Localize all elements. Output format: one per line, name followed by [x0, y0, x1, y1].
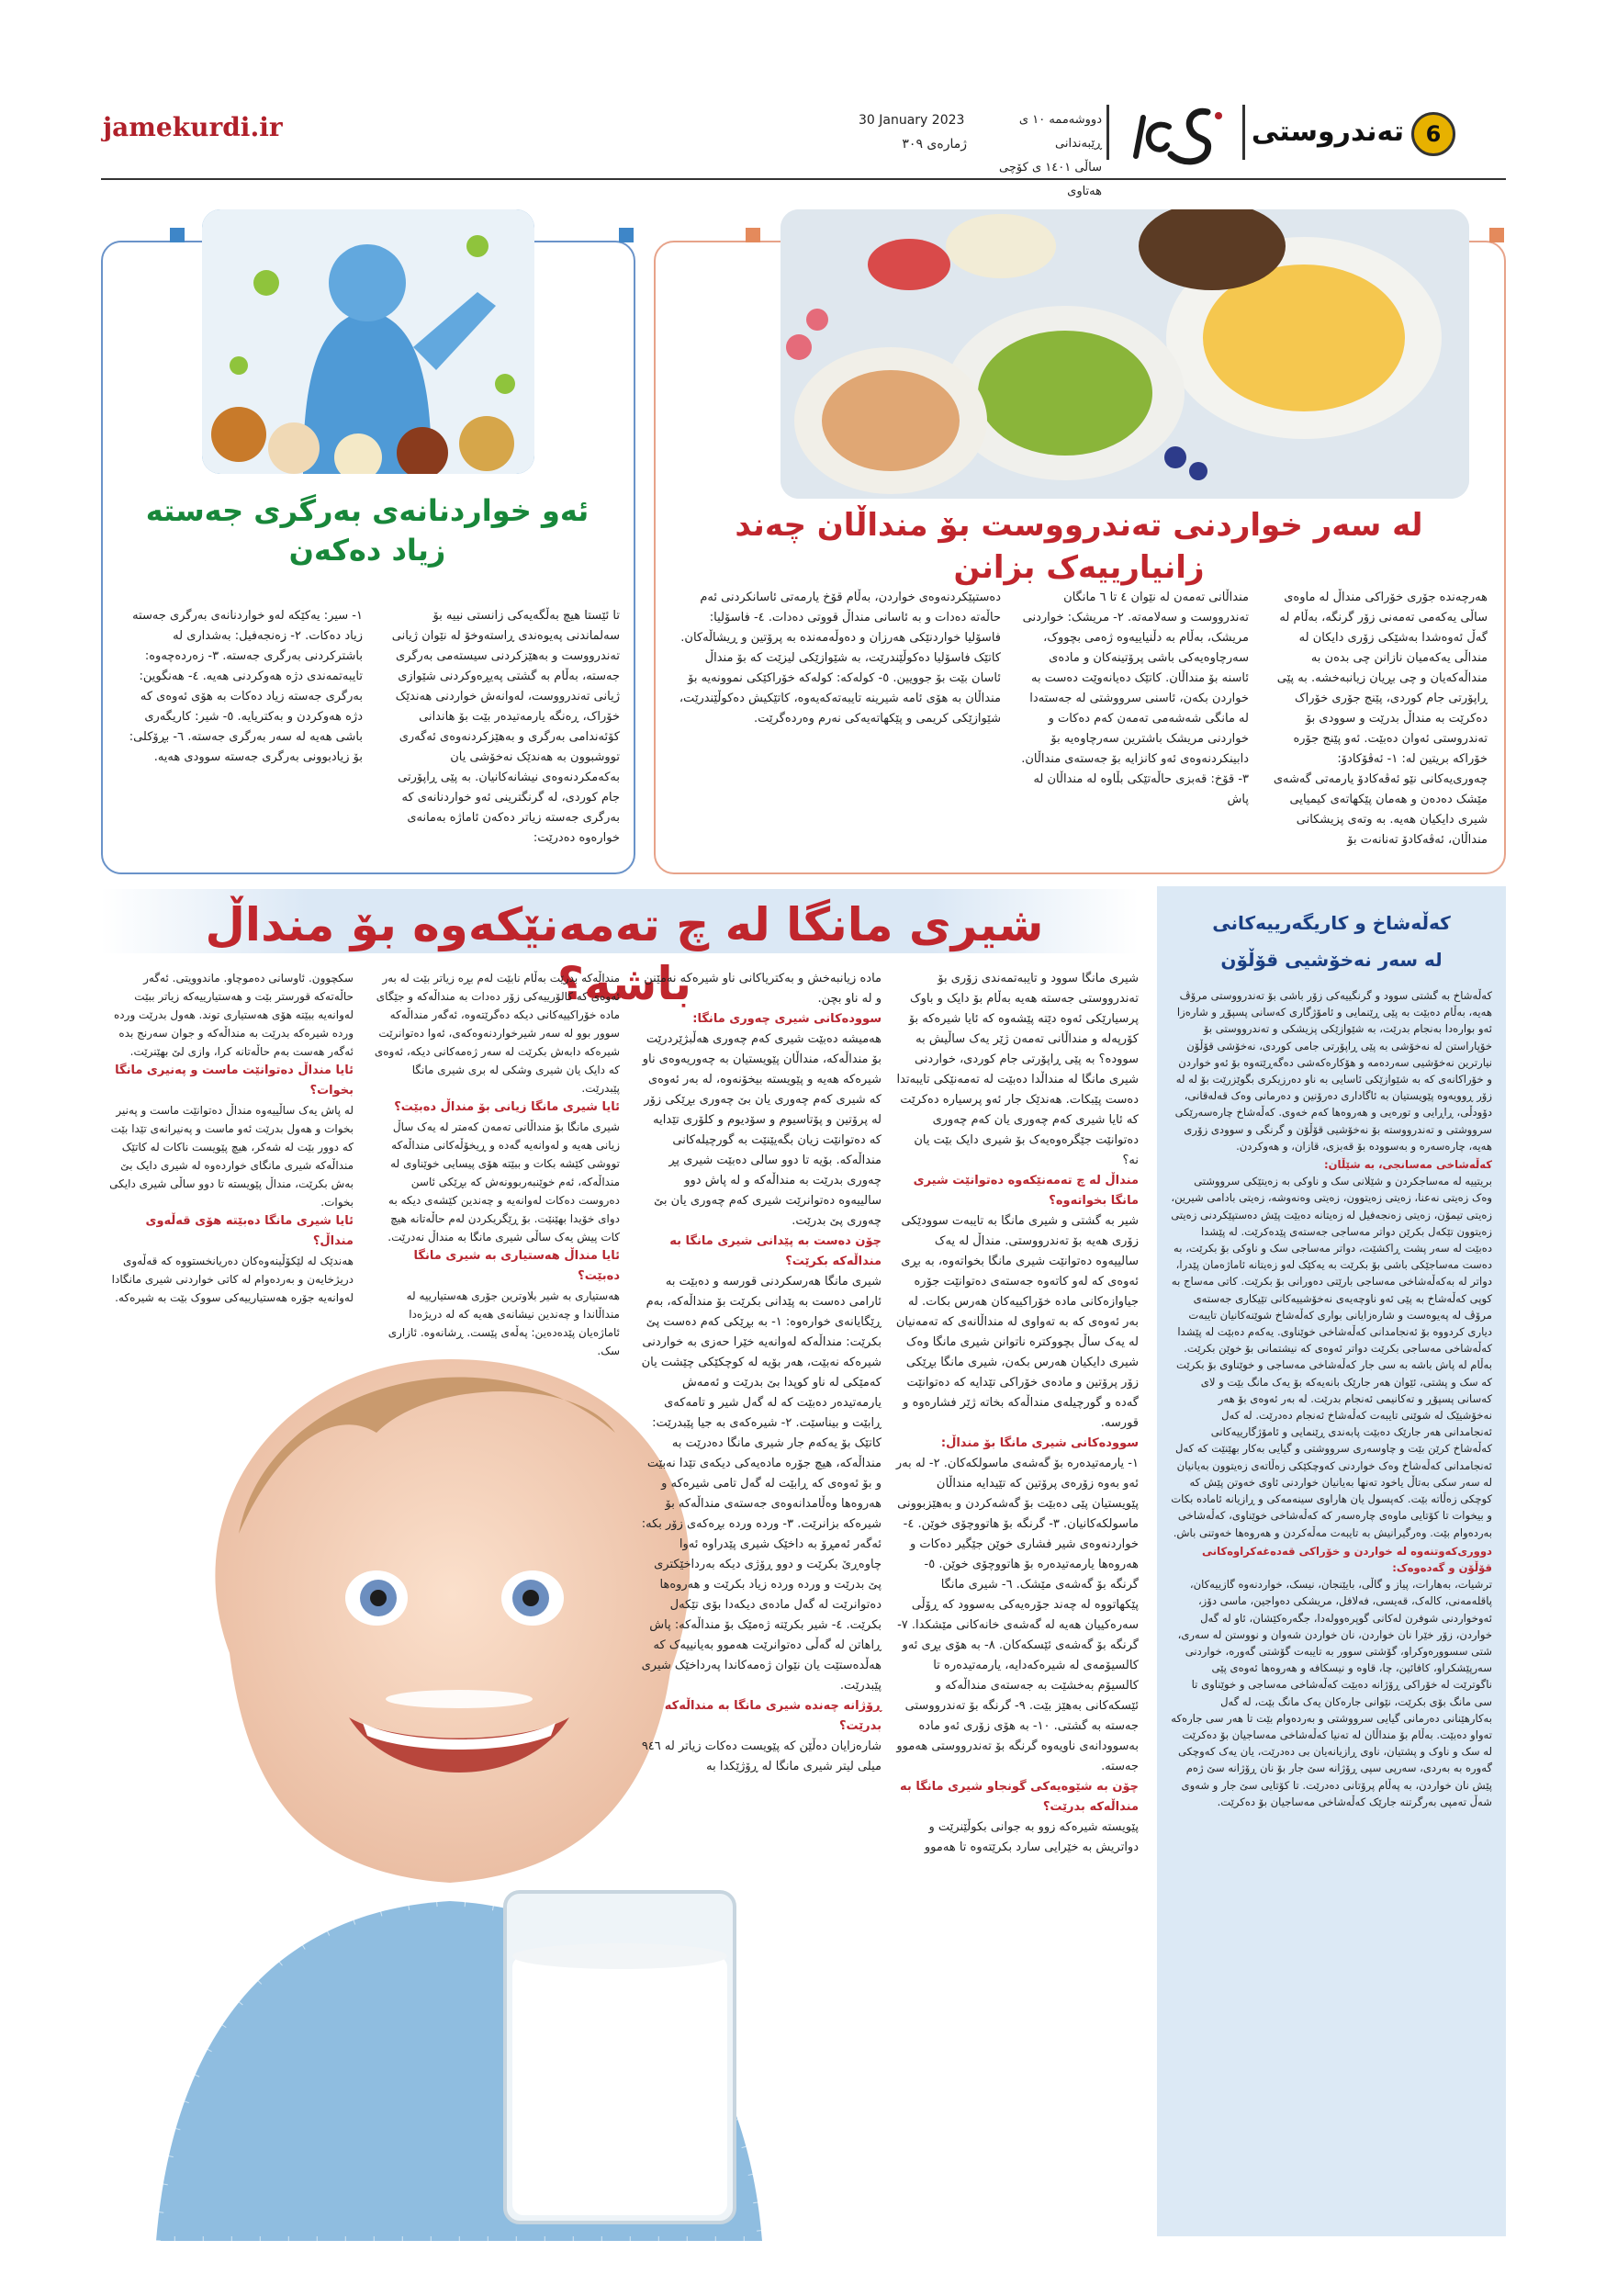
milk-col-4: [106, 969, 354, 1307]
sidebar-title: [1175, 905, 1488, 978]
milk-subhead: ئایا منداڵ هەستیاری بە شیری مانگا دەبێت؟: [413, 1249, 620, 1283]
immunity-col-1: تا ئێستا هیچ بەڵگەیەکی زانستی نییە بۆ سەلماندنی پەیوەندی ڕاستەوخۆ لە نێوان ژیانی تەندرووست و بەهێزکردنی سیستەمی بەرگری جەستە، بەڵام بە گشتی پەیڕەوکردنی شێوازی ژیانی تەندرووست، لەوانەش خواردنی هەندێک خۆراک، ڕەنگە یارمەتیدەر بێت بۆ هاندانی کۆئەندامی بەرگری و بەهێزکردنەوەی ئەگەری تووشبوون بە هەندێک نەخۆشی یان بەکەمکردنەوەی نیشانەکانیان. بە پێی ڕاپۆرتی جام کوردی، لە گرنگترینی ئەو خواردنانەی کە بەرگری جەستە زیاتر دەکەن ئاماژە بەمانەی خوارەوە دەدرێت:: [391, 609, 620, 845]
issue-dates: [859, 108, 967, 156]
sidebar-subhead: دووری‌کەوتنەوە لە خواردن و خۆراکی قەدەغەکراوەکانی قۆڵۆن و گەدەوەک:: [1202, 1544, 1492, 1574]
milk-subhead: چۆن دەست بە پێدانی شیری مانگا بە منداڵەکە بکرێت؟: [669, 1234, 882, 1268]
immunity-headline-line-1: ئەو خواردنانەی بەرگری جەستە: [145, 493, 590, 528]
milk-headline: شیری مانگا لە چ تەمەنێکەوە بۆ منداڵ باشە؟: [205, 898, 1044, 1010]
milk-subhead: ئایا منداڵ دەتوانێت ماست و پەنیری مانگا بخوات؟: [115, 1064, 354, 1097]
corner-square: [619, 228, 634, 242]
baby-food-col-3: دەستپێکردنەوەی خواردن، بەڵام قۆخ یارمەتی ئاسانکردنی ئەم حاڵەتە دەدات و بە ئاسانی منداڵ قووتی دەدات. ٤- فاسۆلیا: فاسۆلیا خواردنێکی هەرزان و دەوڵەمەندە بە پرۆتین و ڕیشاڵەکان. کاتێک فاسۆلیا دەکوڵێندرێت، بە شێوازێکی لیزێت کە بۆ منداڵ ئاسان بێت بۆ جوویین. ٥- کولەکە: کولەکە خۆراکێکی نموونەیە بۆ منداڵان بە هۆی ئامە شیرینە تایبەتەکەیەوە، کاتێکیش دەکوڵێندرێت، شێوازێکی کریمی و پێکهاتەیەکی نەرم وەردەگرێت.: [679, 591, 1001, 726]
sidebar-body: [1171, 987, 1492, 1810]
milk-col-3: [372, 969, 620, 1360]
milk-text: مادە زیانبەخش و بەکتریاکانی ناو شیرەکە نەمێنن و لە ناو بچن.: [644, 972, 882, 1006]
baby-food-col-2: منداڵانی تەمەن لە نێوان ٤ تا ٦ مانگان تەندرووست و سەلامەتە. ٢- مریشک: خواردنی مریشک، بەڵام بە دڵنیاییەوە ژەمی بچووک، سەرچاوەیەکی باشی پرۆتینەکان و مادەی ئاسنە بۆ منداڵان. کاتێک دەیانەوێت دەست بە خواردن بکەن، ئاسنی سرووشتی لە جەستەدا لە مانگی شەشەمی تەمەن کەم دەکات و خواردنی مریشک باشترین سەرچاوەیە بۆ دابینکردنەوەی ئەو کانزایە بۆ جەستەی منداڵان. ٣- قۆخ: قەبزی حاڵەتێکی بڵاوە لە منداڵان لە پاش: [1021, 591, 1249, 806]
sidebar-text: ترشیات، بەهارات، پیاز و گاڵی، بایێنجان، نیسک، خواردنەوە گازییەکان، پاقلەمەنی، کالەک، قەیسی، فەلافل، مریشکی دەواجین، ماسی دۆز، ئەوخواردنی شوفرن لەکانی گوپرەوولەدا، جگەرەکێشان، ئاو لە گەل خواردن، زۆر خێرا نان خواردن، نان خواردن شەوان و نووستن لە سەری، شتی سسوورەوکراو، گۆشتی سوور بە تایبەت گۆشتی گەورە، خواردنی سەرپێشکراو، کافائین، چا، قاوە و نیسکافە و هەروەها ئەوەی پێی ناگوترێت لە خۆراکی ڕۆژانە دەبێت کەڵەشاخی مەساجی و خوێناوی تا سی مانگ بۆی بکرێت، نێوانی جارەکان یەک مانگ بێت، لە گەل بەکارهێنانی دەرمانی گیایی سرووشتی و بەردەوام بێت تا هەر سی جارەکە تەواو دەبێت. بەڵام بۆ منداڵان لە تەنیا کەڵەشاخی مەساجیان بۆ دەکرێت لە سک و ناوک و پشتیان، ناوی ڕازیانەیان بی دەدرێت، یان یەک کەوچکی گەورە بە بەردی، سەرپی سپی ڕۆژانە سێ جار بۆ نان ڕۆژانە سێ ژەم پێش نان خواردن، بە پەڵام پرۆتانی دەدرێت. تا کۆتایی سێ جار و شەوی شەڵ تەمپی بەرگرتنە جارێک کەڵەشاخی مەساجیان بۆ دەکرێت.: [1171, 1578, 1492, 1808]
milk-text: سکچوون. ئاوسانی دەموچاو. ماندوویتی. ئەگەر حاڵەتەکە قورستر بێت و هەستیارییەکە زیاتر ببێت لەوانەیە ببێتە هۆی هەستیاری توند. هەول بدرێت وردە وردە شیرەکە بدرێت بە منداڵەکە و جوان سەرنج بدە ئەگەر هەست بەم حاڵەتانە کرا، وازی لێ بهێنرێت.: [114, 972, 354, 1058]
milk-text: شیری مانگا بۆ منداڵانی تەمەن کەمتر لە یەک ساڵ زیانی هەیە و لەوانەیە گەدە و ڕیخۆڵەکانی منداڵەکە تووشی کێشە بکات و ببێتە هۆی پیسایی خوێناوی لە منداڵەکە، ئەم خوێنبەربوونەش کە بڕێکی ئاسن دەروست دەکات لەوانەیە و چەندین کێشەی دیکە بە دوای خۆیدا بهێنێت. بۆ ڕێگریکردن لەم حاڵەتانە هیچ کات پیش یەک ساڵی شیری مانگا بە منداڵ نەدرێت.: [387, 1120, 620, 1244]
milk-subhead: ڕۆژانە چەندە شیری مانگا بە منداڵەکە بدرێت؟: [664, 1699, 882, 1733]
corner-square: [170, 228, 185, 242]
page-number: 6: [1411, 112, 1455, 156]
sidebar-text: بریتییە لە مەساجکردن و شێلانی سک و ناوکی بە زەیتێکی سرووشتی وەک زەیتی نەعنا، زەیتی زەیتوون، زەیتی وەنەوشە، زەیتی بادامی شیرین، زەیتی تیمۆن، زەیتی زەنجەفیل لە زەیتانە دەبێت پێش دەستپێکردنی زەیتی زەیتوون تێکەل بکرێن دواتر مەساجی جەستەی پێدەکرێت. لە پێشدا دەبێت لە سەر پشت ڕاکشێت، دواتر مەساجی سک و ناوکی بۆ بکرێت، بە دەست مەساجێکی باشی بۆ بکرێت بە یەکێک لەو زەیتانە ئاماژەمان پێدرا، دواتر لە بەکەڵەشاخی مەساجی بارێتی دەورانی بۆ بکرێت. کاتی مەساج بە کوپی کەڵەشاخ بە پێی ئەو ناوچەیەی نەخۆشییەکانی تێیکاری جەستەی مرۆڤ لە پەیوەست و شارەزایانی بواری کەڵەشاخ شوێنەکانیان تایبەت دیاری کردووە بۆ ئەنجامدانی کەڵەشاخی خوێناوی. یەکەم دەبێت لە پێشدا کەڵەشاخی مەساجی بکرێت دواتر ئەوەی کە نیشتمانی بۆ خوێن بکرێت. بەڵام لە پاش باشە بە سی جار کەڵەشاخی مەساجی و خوێناوی بۆ بکرێت کە سک و پشتی، ئێوان هەر جارێک بانەیەکە بۆ یەک مانگ بێت و لای کەسانی پسپۆڕ و تەکانیمی ئەنجام بدرێت. لە بەر ئەوەی بۆ هەر نەخۆشیێک لە شوێنی تایبەت کەڵەشاخ ئەنجام دەدرێت. لە کەل ئەنجامدانی هەر جارێک دەبێت پابەندی ڕێنمایی و ئامۆژگارییەکانی کەڵەشاخ کرێن بێت و چاوسەری سرووشتی و گیایی بەکار بهێنێت کە کەل ئەنجامدانی کەڵەشاخ وەک خواردنی کەوچکێکی زەڵاتەی زەیتوون بەیانیان لە سەر سکی بەتاڵ یاخود تەنها بەیانیان خواردنی ئاوی خەوتن پێش کە کوچکی زەڵاتە بێت. کەپسول یان هاراوی سینەمەکی و ڕازیانە ئامادە بکات و بیخوات تا کۆتایی ماوەی چارەسەر کە کەڵەشاخی خوێناوی، کەڵەشاخی بەردەوام بێت. وەرگیرانیش بە تایبەت مەڵەکردن و هەروەها خەوتنی باش.: [1171, 1175, 1492, 1539]
section-title: تەندروستی: [1251, 116, 1404, 148]
date-gregorian: 30 January 2023: [859, 113, 965, 128]
issue-info: [973, 108, 1102, 204]
immunity-col-2: ١- سیر: یەکێکە لەو خواردنانەی بەرگری جەستە زیاد دەکات. ٢- زەنجەفیل: بەشداری لە باشترکردنی بەرگری جەستە. ٣- زەردەچەوە: تایبەتمەندی دژە هەوکردنی هەیە. ٤- هەنگوین: بەرگری جەستە زیاد دەکات بە هۆی ئەوەی کە دژە هەوکردن و بەکتریایە. ٥- شیر: کاریگەری باشی هەیە لە سەر بەرگری جەستە. ٦- بڕۆکلی: بۆ زیادبوونی بەرگری جەستە سوودی هەیە.: [129, 609, 363, 764]
issue-number: ژمارەی ٣٠٩: [902, 137, 967, 152]
header-divider: [1106, 105, 1109, 160]
sidebar-intro: کەڵەشاخ بە گشتی سوود و گرنگییەکی زۆر باشی بۆ تەندرووستی مرۆڤ هەیە، بەڵام دەبێت بە پێی ڕێنمایی و ئامۆژگاری کەسانی پسپۆڕ و شارەزا ئەو بوارەدا بەنجام بدرێت، بە شێوازێکی پزیشکی و تەندرووستی بۆ خۆپاراستن لە نەخۆشی بە پێی ڕاپۆرتی جامی کوردی، نەخۆشی قۆڵۆن نیارترین نەخۆشیی سەردەمە و هۆکارەکەشی دەگەڕێتەوە بۆ ئەو خواردن و خۆراکانەی کە بە شێوازێکی ئاسایی بە ناو دەرزیکری بگوێزرێت بۆ لە لە زۆر ڕوویەوە پێویستیان بە ئاگاداری دەرۆنین و دەرمانی وەک قەلەقانی، دۆودڵی، ڕاڕایی و تورەیی و هەروەها کەم خەوی. کەڵەشاخ چارەسەرێکی سرووشتی و تەندرووستە بۆ نەخۆشیی قۆڵۆن و گرنگی و سوودی زۆری هەیە، چارەسەرە و بەسوودە بۆ قەبزی، قازان، و هەوکردن.: [1174, 989, 1492, 1153]
baby-food-photo: [781, 209, 1469, 499]
sidebar-subhead: کەڵەشاخی مەسانجی، بە شێڵان:: [1323, 1158, 1492, 1172]
milk-col-1: [895, 969, 1139, 1858]
milk-text: شارەزایان دەڵێن کە پێویست دەکات زیاتر لە ٩٤٦ میلی لیتر شیری مانگا لە ڕۆژێکدا بە: [641, 1739, 882, 1773]
milk-text: هەمیشە دەبێت شیری کەم چەوری هەڵبژێردرێت بۆ منداڵەکە، منداڵان پێویستیان بە چەوریەوەی ناو شیرەکە هەیە و پێویستە بیخۆنەوە، لە بەر ئەوەی کە شیری کەم چەوری یان بێ چەوری بڕێکی زۆر لە پرۆتین و پۆتاسیوم و سۆدیوم و کلۆری تێدایە کە دەتوانێت زیان بگەیێنێت بە گورچیلەکانی منداڵەکە. بۆیە تا دوو سالی دەبێت شیری پڕ چەوری بدرێت بە منداڵەکە و لە پاش دوو سالییەوە دەتوانرێت شیری کەم چەوری یان بێ چەوری پێ بدرێت.: [642, 1032, 882, 1228]
corner-square: [1489, 228, 1504, 242]
milk-subhead: ئایا شیری مانگا دەبێتە هۆی قەڵەوی منداڵ؟: [145, 1214, 354, 1248]
jame-kurdi-logo: [1116, 99, 1230, 176]
immunity-headline-line-2: زیاد دەکەن: [288, 533, 446, 568]
sidebar-title-line-2: لە سەر نەخۆشیی قۆڵۆن: [1220, 949, 1443, 971]
immunity-photo: [202, 209, 534, 474]
milk-col-2: [638, 969, 882, 1777]
immunity-headline: [119, 491, 615, 570]
milk-subhead: منداڵ لە چ تەمەنێکەوە دەتوانێت شیری مانگا بخواتەوە؟: [913, 1174, 1139, 1208]
milk-subhead: سوودەکانی شیری چەوری مانگا:: [692, 1012, 882, 1026]
sidebar-title-line-1: کەڵەشاخ و کاریگەرییەکانی: [1212, 912, 1451, 934]
corner-square: [746, 228, 760, 242]
milk-subhead: ئایا شیری مانگا زیانی بۆ منداڵ دەبێت؟: [394, 1100, 620, 1114]
milk-text: پێویستە شیرەکە زوو بە جوانی بکوڵێنرێت و دواتریش بە خێرایی سارد بکرێتەوە تا هەموو: [924, 1820, 1139, 1854]
milk-text: لە پاش یەک ساڵییەوە منداڵ دەتوانێت ماست و پەنیر بخوات و هەول بدرێت ئەو ماست و پەنیرانەی تێدا بێت کە دوور بێت لە شەکر، هیچ پێویست ناکات لە کاتێک منداڵەکە شیری مانگای خواردەوە لە شیری دایک بێ بەش بکرێت، منداڵ پێویستە تا دوو ساڵی شیری دایکی بخوات.: [109, 1104, 354, 1209]
header-divider: [1242, 105, 1245, 160]
milk-text: هەندێک لە لێکۆڵینەوەکان دەریانخستووە کە قەڵەوی دریژخایەن و بەردەوام لە کاتی خواردنی شیری مانگادا لەوانەیە جۆرە هەستیارییەکی سووک بێت بە شیرەکە.: [111, 1255, 354, 1304]
milk-text: شیر بە گشتی و شیری مانگا بە تایبەت سوودێکی زۆری هەیە بۆ تەندرووستی. منداڵ لە یەک سالییەوە دەتوانێت شیری مانگا بخواتەوە، بە بڕی ئەوەی کە لەو کاتەوە جەستەی دەتوانێت جۆرە جیاوازەکانی مادە خۆراکییەکان هەرس بکات. لە بەر ئەوەی کە بە تەواوی لە منداڵانەی کە تەمەنیان لە یەک ساڵ بچووکترە ناتوانن شیری مانگا وەک شیری دایکیان هەرس بکەن، شیری مانگا بڕێکی زۆر پرۆتین و مادەی خۆراکی تێدایە کە دەتوانێت گەدە و گورچیلەی منداڵەکە بخاتە ژێر فشارەوە و قورسە.: [895, 1214, 1139, 1430]
milk-text: ١- یارمەتیدەرە بۆ گەشەی ماسولکەکان. ٢- لە بەر ئەو بەوە زۆرەی پرۆتین کە تێیدایە منداڵان پێویستیان پێی دەبێت بۆ گەشەکردن و بەهێزبوونی ماسولکەکانیان. ٣- گرنگە بۆ هاتووچۆی خوێن. ٤- خواردنەوەی شیر فشاری خوێن جێگیر دەکات و هەروەها یارمەتیدەرە بۆ هاتووچۆی خوێن. ٥- گرنگە بۆ گەشەی مێشک. ٦- شیری مانگا پێکهاتووە لە چەند جۆرەیەکی بەسوود کە ڕۆڵی سەرەکییان هەیە لە گەشەی خانەکانی مێشکدا. ٧- گرنگە بۆ گەشەی ئێسکەکان. ٨- بە هۆی بڕی ئەو کالسیۆمەی لە شیرەکەدایە، یارمەتیدەرە تا کالسیۆم بەخشێت بە جەستەی منداڵەکە و ئێسکەکانی بەهێز بێت. ٩- گرنگە بۆ تەندرووستی جەستە بە گشتی. ١٠- بە هۆی زۆری ئەو مادە بەسوودانەی ناویەوە گرنگە بۆ تەندرووستی هەموو جەستە.: [895, 1457, 1139, 1773]
header-rule: [101, 178, 1506, 180]
issue-year-line: ساڵی ١٤٠١ ی کۆچی هەتاوی: [999, 161, 1102, 198]
baby-food-col-1: هەرچەندە جۆری خۆراکی منداڵ لە ماوەی ساڵی یەکەمی تەمەنی زۆر گرنگە، بەڵام لە گەڵ ئەوەشدا بەشێکی زۆری دایکان لە منداڵی یەکەمیان نازانن چی بدەن بە منداڵەکەیان و چی بڕیان زیانبەخشە. بە پێی ڕاپۆرتی جام کوردی، پێنج جۆری خۆراک دەکرێت بە منداڵ بدرێت و سوودی بۆ تەندروستی ئەوان دەبێت. ئەو پێنج جۆرە خۆراکە بریتین لە: ١- ئەڤۆکادۆ: چەوری‌یەکانی نێو ئەڤەکادۆ یارمەتی گەشەی مێشک دەدەن و هەمان پێکهاتەی کیمیایی شیری دایکیان هەیە. بە وتەی پزیشکانی منداڵان، ئەڤەکادۆ تەنانەت بۆ: [1273, 591, 1488, 847]
baby-food-headline: لە سەر خواردنی تەندرووست بۆ منداڵان چەند زانیارییەک بزانن: [735, 507, 1423, 586]
milk-text: هەستیاری بە شیر بلاوترین جۆری هەستیارییە لە منداڵاندا و چەندین نیشانەی هەیە کە لە دریژەدا ئاماژەیان پێدەدەین: پەڵەی پێست. ڕشانەوە. ئازاری سک.: [387, 1289, 620, 1357]
milk-col-1-intro: شیری مانگا سوود و تایبەتمەندی زۆری بۆ تەندرووستی جەستە هەیە بەڵام بۆ دایک و باوک پرسیارێکی ئەوە دێتە پێشەوە کە ئایا شیرەکە بۆ کۆرپەلە و منداڵانی تەمەن ژێر یەک ساڵیش بە سوودە؟ بە پێی ڕاپۆرتی جام کوردی، خواردنی شیری مانگا لە منداڵدا دەبێت لە تەمەنێکی تایبەتدا دەست پێبکات. هەندێک جار ئەو پرسیارە دەکرێت کە ئایا شیری کەم چەوری یان کەم چەوری دەتوانێت جێگرەوەیەک بۆ شیری دایک بێت یان نە؟: [896, 972, 1139, 1167]
issue-date-line: دووشەممە ١٠ ی ڕێبەندانی: [1018, 113, 1102, 151]
site-url[interactable]: jamekurdi.ir: [103, 112, 283, 142]
milk-subhead: سوودەکانی شیری مانگا بۆ منداڵ:: [940, 1436, 1139, 1450]
milk-text: شیری مانگا هەرسکردنی قورسە و دەبێت بە ئارامی دەست بە پێدانی بکرێت بۆ منداڵەکە، بەم ڕێگایانەی خوارەوە: ١- بە بڕێکی کەم دەست پێ بکرێت: منداڵەکە لەوانەیە خێرا حەزی بە خواردنی شیرەکە نەبێت، هەر بۆیە لە کوچکێکی چێشت یان کەمێکی لە ناو کوپدا بێ بدرێت و ئەمەش یارمەتیدەر دەبێت کە لە گەل شیر و تامەکەی ڕابێت و بیناسێت. ٢- شیرەکەی بە جیا پێبدرێت: کاتێک بۆ یەکەم جار شیری مانگا دەدرێت بە منداڵەکە، هیچ جۆرە مادەیەکی دیکەی تێدا نەبێت و بۆ ئەوەی کە ڕابێت لە گەل تامی شیرەکە و هەروەها وەڵامدانەوەی جەستەی منداڵەکە بۆ شیرەکە بزانرێت. ٣- ورده ورده بڕەکەی زۆر بکە: ئەگەر ئەمڕۆ بە داخێک شیری پێدراوە ئەوا چاوەڕێ بکرێت و دوو ڕۆژی دیکە بەرداخێکتری پێ بدرێت و ورده ورده زیاد بکرێت و هەروەها دەتوانرێت لە گەل مادەی دیکەدا بۆی تێکەل بکرێت. ٤- شیر بکرێتە ژەمێک بۆ منداڵەکە: پاش ڕاهاتن لە گەڵی دەتوانرێت هەموو بەیانییەک کە هەڵدەستێت یان نێوان ژەمەکاندا پەرداخێک شیری پێبدرێت.: [641, 1275, 882, 1693]
milk-subhead: چۆن بە شێوەیەکی گونجاو شیری مانگا بە منداڵەکە بدرێت؟: [900, 1780, 1139, 1814]
milk-text: منداڵەکە بدرێت بەڵام نابێت لەم بڕە زیاتر بێت لە بەر ئەوەی کە کالۆرییەکی زۆر دەدات بە منداڵەکە و جێگای مادە خۆراکییەکانی دیکە دەگرێتەوە، ئەگەر منداڵەکە سوور بوو لە سەر شیرخواردنەوەکەی، ئەوا دەتوانرێت شیرەکە دابەش بکرێت لە سەر ژەمەکانی دیکە، ئەوەی کە دایک یان شیری وشکی لە بری شیری مانگا پێبدرێت.: [374, 972, 620, 1095]
